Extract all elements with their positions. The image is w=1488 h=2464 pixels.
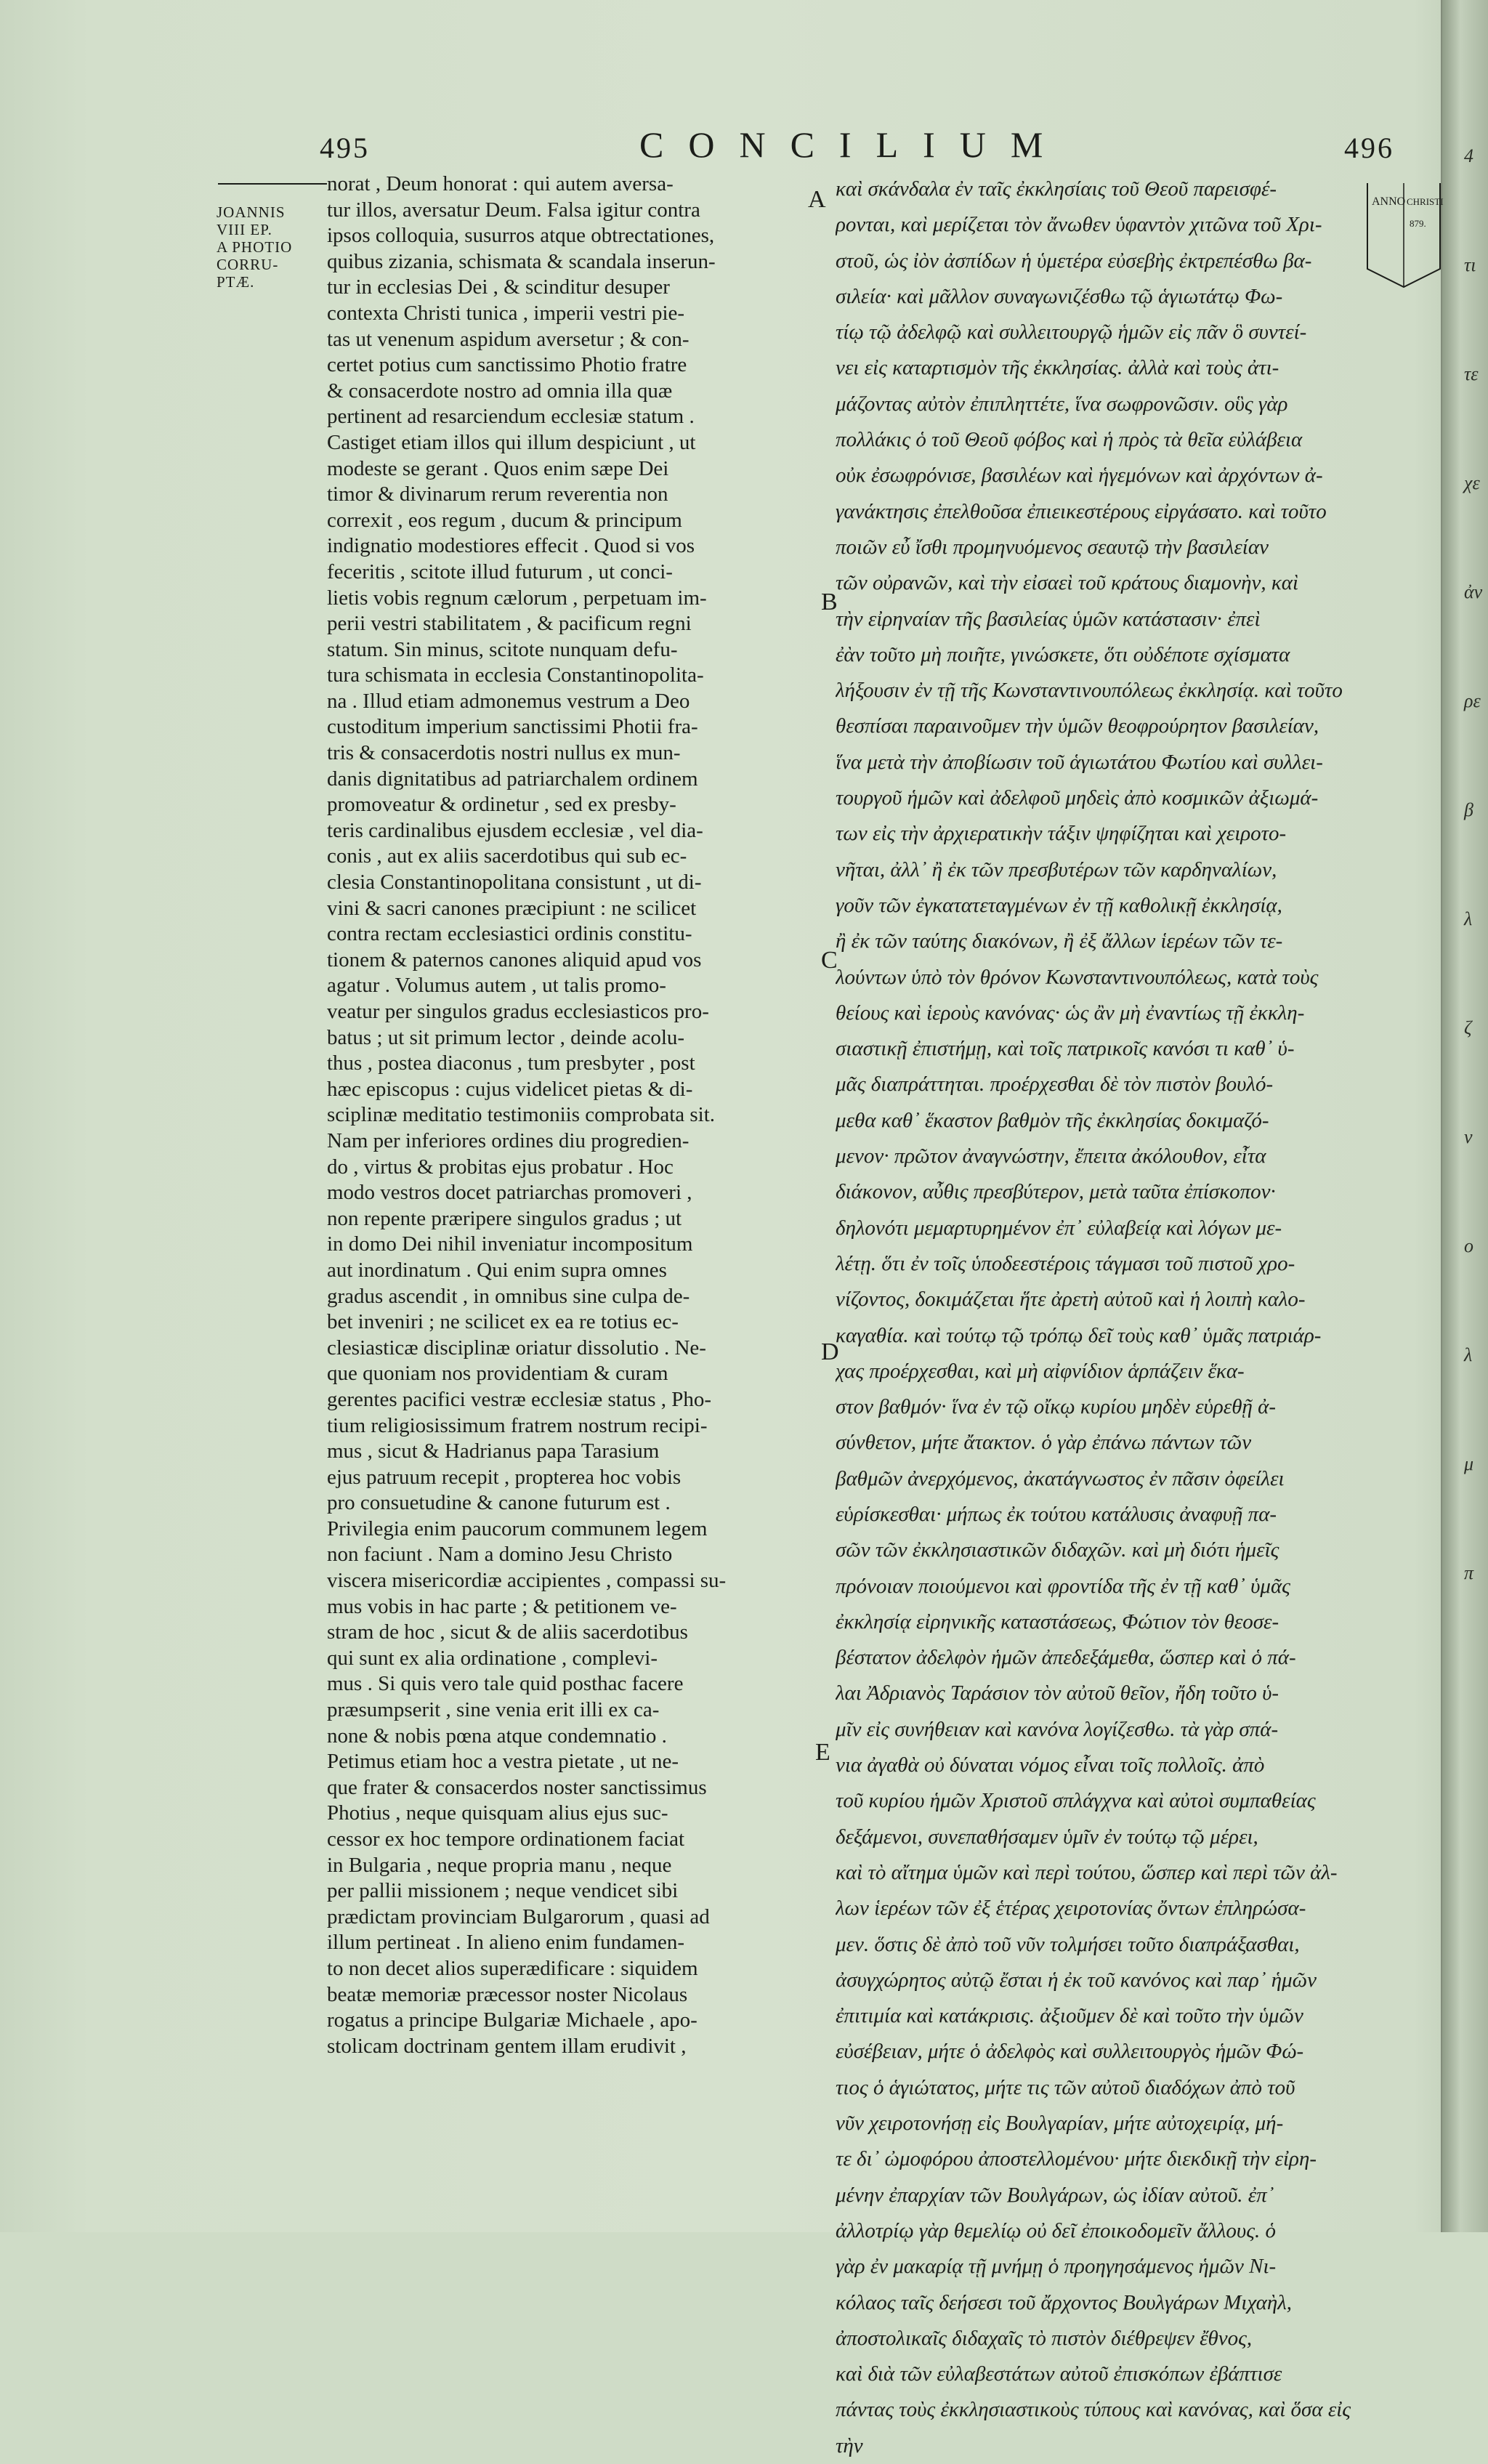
greek-text-line: θεσπίσαι παραινοῦμεν τὴν ὑμῶν θεοφρούρητον βασιλείαν, xyxy=(836,714,1319,738)
edge-fragment: ζ xyxy=(1464,1017,1472,1038)
greek-text-line: εὐσέβειαν, μήτε ὁ ἀδελφὸς καὶ συλλειτουργὸς ἡμῶν Φώ- xyxy=(836,2040,1304,2064)
greek-text-line: λων ἱερέων τῶν ἐξ ἑτέρας χειροτονίας ὄντων ἐπληρώσα- xyxy=(836,1897,1306,1920)
greek-text-line: σύνθετον, μήτε ἄτακτον. ὁ γὰρ ἐπάνω πάντων τῶν xyxy=(836,1431,1252,1455)
greek-text-line: ἢ ἐκ τῶν ταύτης διακόνων, ἢ ἐξ ἄλλων ἱερέων τῶν τε- xyxy=(836,929,1283,953)
greek-text-line: τε δι᾽ ὠμοφόρου ἀποστελλομένου· μήτε διεκδικῇ τὴν εἰρη- xyxy=(836,2147,1317,2171)
latin-text-line: danis dignitatibus ad patriarchalem ordinem xyxy=(327,767,698,791)
latin-text-line: clesiasticæ disciplinæ oriatur dissolutio . Ne- xyxy=(327,1336,706,1360)
latin-text-line: tura schismata in ecclesia Constantinopolita- xyxy=(327,663,704,687)
greek-text-line: μένην ἐπαρχίαν τῶν Βουλγάρων, ὡς ἰδίαν αὐτοῦ. ἐπ᾽ xyxy=(836,2183,1274,2207)
latin-text-line: tris & consacerdotis nostri nullus ex mun- xyxy=(327,741,681,765)
greek-text-line: καὶ διὰ τῶν εὐλαβεστάτων αὐτοῦ ἐπισκόπων ἐβάπτισε xyxy=(836,2362,1282,2386)
latin-text-line: stram de hoc , sicut & de aliis sacerdotibus xyxy=(327,1620,688,1644)
greek-text-line: λήξουσιν ἐν τῇ τῆς Κωνσταντινουπόλεως ἐκκλησίᾳ. καὶ τοῦτο xyxy=(836,679,1343,703)
edge-fragment: ο xyxy=(1464,1235,1473,1256)
latin-text-line: vini & sacri canones præcipiunt : ne scilicet xyxy=(327,896,697,920)
greek-text-line: μάζοντας αὐτὸν ἐπιπληττέτε, ἵνα σωφρονῶσιν. οὓς γὰρ xyxy=(836,392,1288,416)
latin-text-line: certet potius cum sanctissimo Photio fratre xyxy=(327,353,687,377)
section-marker-c: C xyxy=(821,947,838,974)
greek-text-line: ἀποστολικαῖς διδαχαῖς τὸ πιστὸν διέθρεψεν ἔθνος, xyxy=(836,2326,1253,2350)
latin-text-line: in Bulgaria , neque propria manu , neque xyxy=(327,1853,672,1877)
greek-text-line: δεξάμενοι, συνεπαθήσαμεν ὑμῖν ἐν τούτῳ τῷ μέρει, xyxy=(836,1825,1258,1849)
anno-year: 879. xyxy=(1410,218,1426,229)
edge-fragment: λ xyxy=(1464,1344,1473,1365)
greek-text-line: διάκονον, αὖθις πρεσβύτερον, μετὰ ταῦτα ἐπίσκοπον· xyxy=(836,1180,1276,1204)
latin-text-line: ejus patruum recepit , propterea hoc vobis xyxy=(327,1465,682,1489)
greek-text-line: λούντων ὑπὸ τὸν θρόνον Κωνσταντινουπόλεως, κατὰ τοὺς xyxy=(836,965,1319,989)
greek-text-line: τουργοῦ ἡμῶν καὶ ἀδελφοῦ μηδεὶς ἀπὸ κοσμικῶν ἀξιωμά- xyxy=(836,786,1319,810)
greek-text-line: εὑρίσκεσθαι· μήπως ἐκ τούτου κατάλυσις ἀναφυῇ πα- xyxy=(836,1502,1277,1526)
latin-text-line: quibus zizania, schismata & scandala inserun- xyxy=(327,249,716,273)
latin-text-line: contexta Christi tunica , imperii vestri pie- xyxy=(327,301,685,325)
greek-text-line: θείους καὶ ἱεροὺς κανόνας· ὡς ἂν μὴ ἐναντίως τῇ ἐκκλη- xyxy=(836,1001,1305,1025)
edge-fragment: λ xyxy=(1464,908,1473,929)
latin-text-line: stolicam doctrinam gentem illam erudivit , xyxy=(327,2034,687,2058)
greek-text-line: σιαστικῇ ἐπιστήμῃ, καὶ τοῖς πατρικοῖς κανόσι τι καθ᾽ ὑ- xyxy=(836,1037,1295,1061)
latin-text-line: tur in ecclesias Dei , & scinditur desuper xyxy=(327,275,670,299)
latin-text-line: hæc episcopus : cujus videlicet pietas & di- xyxy=(327,1077,693,1101)
greek-text-line: χας προέρχεσθαι, καὶ μὴ αἰφνίδιον ἁρπάζειν ἕκα- xyxy=(836,1359,1245,1383)
latin-text-line: custoditum imperium sanctissimi Photii fra- xyxy=(327,715,698,739)
latin-text-line: gerentes pacifici vestræ ecclesiæ status , Pho- xyxy=(327,1387,712,1411)
greek-text-line: τίῳ τῷ ἀδελφῷ καὶ συλλειτουργῷ ἡμῶν εἰς πᾶν ὃ συντεί- xyxy=(836,320,1307,344)
edge-fragment: τι xyxy=(1464,254,1476,275)
latin-text-line: per pallii missionem ; neque vendicet sibi xyxy=(327,1879,679,1903)
latin-text-line: Privilegia enim paucorum communem legem xyxy=(327,1516,708,1540)
latin-text-line: mus . Si quis vero tale quid posthac facere xyxy=(327,1672,684,1696)
latin-text-line: batus ; ut sit primum lector , deinde acolu- xyxy=(327,1025,685,1049)
latin-text-line: modeste se gerant . Quos enim sæpe Dei xyxy=(327,456,669,480)
latin-text-line: to non decet alios superædificare : siquidem xyxy=(327,1956,698,1980)
latin-text-line: gradus ascendit , in omnibus sine culpa de- xyxy=(327,1284,690,1308)
latin-text-line: in domo Dei nihil inveniatur incompositum xyxy=(327,1232,693,1256)
latin-text-line: perii vestri stabilitatem , & pacificum regni xyxy=(327,612,692,636)
greek-text-line: μεν. ὅστις δὲ ἀπὸ τοῦ νῦν τολμήσει τοῦτο διαπράξασθαι, xyxy=(836,1932,1300,1956)
latin-text-line: indignatio modestiores effecit . Quod si vos xyxy=(327,534,695,558)
section-marker-b: B xyxy=(821,589,838,615)
latin-text-line: & consacerdote nostro ad omnia illa quæ xyxy=(327,379,673,403)
latin-text-line: viscera misericordiæ accipientes , compassi su- xyxy=(327,1569,727,1593)
latin-text-line: non repente præripere singulos gradus ; ut xyxy=(327,1206,682,1230)
folio-left: 495 xyxy=(320,132,370,164)
greek-text-line: λέτῃ. ὅτι ἐν τοῖς ὑποδεεστέροις τάγμασι τοῦ πιστοῦ χρο- xyxy=(836,1251,1295,1275)
latin-text-line: aut inordinatum . Qui enim supra omnes xyxy=(327,1258,667,1282)
greek-text-line: τὴν xyxy=(836,2433,863,2457)
latin-text-line: statum. Sin minus, scitote nunquam defu- xyxy=(327,637,678,661)
greek-text-line: βαθμῶν ἀνερχόμενος, ἀκατάγνωστος ἐν πᾶσιν ὀφείλει xyxy=(836,1466,1285,1490)
greek-text-line: γοῦν τῶν ἐγκατατεταγμένων ἐν τῇ καθολικῇ ἐκκλησίᾳ, xyxy=(836,893,1282,917)
latin-text-line: promoveatur & ordinetur , sed ex presby- xyxy=(327,793,676,817)
latin-text-line: præsumpserit , sine venia erit illi ex ca- xyxy=(327,1698,660,1722)
greek-text-line: σιλεία· καὶ μᾶλλον συναγωνιζέσθω τῷ ἁγιωτάτῳ Φω- xyxy=(836,284,1283,308)
greek-text-line: οὐκ ἐσωφρόνισε, βασιλέων καὶ ἡγεμόνων καὶ ἀρχόντων ἀ- xyxy=(836,464,1323,488)
edge-fragment: ν xyxy=(1464,1126,1473,1147)
latin-text-line: Petimus etiam hoc a vestra pietate , ut ne- xyxy=(327,1750,679,1774)
latin-text-line: ipsos colloquia, susurros atque obtrectationes, xyxy=(327,224,715,248)
greek-text-line: ἐὰν τοῦτο μὴ ποιῆτε, γινώσκετε, ὅτι οὐδέποτε σχίσματα xyxy=(836,642,1290,666)
latin-text-line: feceritis , scitote illud futurum , ut conci- xyxy=(327,560,673,583)
sidenote-line: A PHOTIO xyxy=(217,238,293,256)
running-header-title: CONCILIUM xyxy=(639,124,1068,165)
greek-text-line: νῆται, ἀλλ᾽ ἢ ἐκ τῶν πρεσβυτέρων τῶν καρδηναλίων, xyxy=(836,857,1277,881)
greek-column xyxy=(836,171,1410,2464)
latin-text-line: contra rectam ecclesiastici ordinis constitu- xyxy=(327,922,692,946)
folio-right: 496 xyxy=(1344,132,1394,164)
greek-text-line: καὶ σκάνδαλα ἐν ταῖς ἐκκλησίαις τοῦ Θεοῦ παρεισφέ- xyxy=(836,177,1277,201)
sidenote-line: CORRU- xyxy=(217,256,279,273)
latin-text-line: cessor ex hoc tempore ordinationem faciat xyxy=(327,1827,684,1851)
greek-text-line: στοῦ, ὡς ἰὸν ἀσπίδων ἡ ὑμετέρα εὐσεβὴς ἐκτρεπέσθω βα- xyxy=(836,249,1312,272)
latin-text-line: Castiget etiam illos qui illum despiciunt , ut xyxy=(327,430,696,454)
greek-text-line: τῶν οὐρανῶν, καὶ τὴν εἰσαεὶ τοῦ κράτους διαμονὴν, καὶ xyxy=(836,571,1299,595)
edge-fragment: χε xyxy=(1464,472,1480,493)
greek-text-line: νια ἀγαθὰ οὐ δύναται νόμος εἶναι τοῖς πολλοῖς. ἀπὸ xyxy=(836,1753,1265,1777)
edge-fragment: β xyxy=(1464,799,1473,820)
sidenote-line: VIII EP. xyxy=(217,221,272,238)
latin-text-line: Photius , neque quisquam alius ejus suc- xyxy=(327,1801,668,1825)
latin-text-line: non faciunt . Nam a domino Jesu Christo xyxy=(327,1543,673,1567)
edge-fragment: π xyxy=(1464,1562,1474,1583)
greek-text-line: δηλονότι μεμαρτυρημένον ἐπ᾽ εὐλαβείᾳ καὶ λόγων με- xyxy=(836,1216,1282,1240)
greek-text-line: ρονται, καὶ μερίζεται τὸν ἄνωθεν ὑφαντὸν χιτῶνα τοῦ Χρι- xyxy=(836,213,1322,237)
greek-text-line: μενον· πρῶτον ἀναγνώστην, ἔπειτα ἀκόλουθον, εἶτα xyxy=(836,1144,1266,1168)
edge-fragment: τε xyxy=(1464,363,1479,384)
latin-text-line: que frater & consacerdos noster sanctissimus xyxy=(327,1775,707,1799)
greek-text-line: τιος ὁ ἁγιώτατος, μήτε τις τῶν αὐτοῦ διαδόχων ἀπὸ τοῦ xyxy=(836,2075,1295,2099)
greek-text-line: στον βαθμόν· ἵνα ἐν τῷ οἴκῳ κυρίου μηδὲν εὑρεθῇ ἀ- xyxy=(836,1395,1276,1419)
greek-text-line: μεθα καθ᾽ ἕκαστον βαθμὸν τῆς ἐκκλησίας δοκιμαζό- xyxy=(836,1108,1269,1132)
section-marker-d: D xyxy=(821,1338,839,1365)
latin-text-line: clesia Constantinopolitana consistunt , ut di- xyxy=(327,871,702,894)
latin-text-line: beatæ memoriæ præcessor noster Nicolaus xyxy=(327,1982,688,2006)
latin-text-line: illum pertineat . In alieno enim fundamen- xyxy=(327,1931,685,1955)
latin-column xyxy=(327,171,821,2059)
sidenote-line: PTÆ. xyxy=(217,273,255,291)
section-marker-a: A xyxy=(808,186,826,213)
latin-text-line: mus , sicut & Hadrianus papa Tarasium xyxy=(327,1439,660,1463)
latin-text-line: tas ut venenum aspidum aversetur ; & con- xyxy=(327,327,690,351)
adjacent-page-edge xyxy=(1442,0,1488,2232)
anno-label: ANNO xyxy=(1372,195,1406,208)
greek-text-line: ἐπιτιμία καὶ κατάκρισις. ἀξιοῦμεν δὲ καὶ τοῦτο τὴν ὑμῶν xyxy=(836,2004,1303,2028)
edge-fragment: ἀν xyxy=(1464,581,1483,602)
latin-text-line: rogatus a principe Bulgariæ Michaele , apo- xyxy=(327,2008,698,2032)
christi-label: CHRISTI xyxy=(1407,196,1444,207)
greek-text-line: τοῦ κυρίου ἡμῶν Χριστοῦ σπλάγχνα καὶ αὐτοὶ συμπαθείας xyxy=(836,1789,1316,1813)
greek-text-line: ἀσυγχώρητος αὐτῷ ἔσται ἡ ἐκ τοῦ κανόνος καὶ παρ᾽ ἡμῶν xyxy=(836,1968,1317,1992)
greek-text-line: ἐκκλησίᾳ εἰρηνικῆς καταστάσεως, Φώτιον τὸν θεοσε- xyxy=(836,1609,1279,1633)
edge-fragment: 4 xyxy=(1464,145,1473,166)
greek-text-line: σῶν τῶν ἐκκλησιαστικῶν διδαχῶν. καὶ μὴ διότι ἡμεῖς xyxy=(836,1538,1279,1562)
edge-fragment: μ xyxy=(1464,1453,1474,1474)
greek-text-line: κόλαος ταῖς δεήσεσι τοῦ ἄρχοντος Βουλγάρων Μιχαὴλ, xyxy=(836,2290,1293,2314)
latin-text-line: sciplinæ meditatio testimoniis comprobata sit. xyxy=(327,1103,716,1127)
greek-text-line: γὰρ ἐν μακαρίᾳ τῇ μνήμῃ ὁ προηγησάμενος ἡμῶν Νι- xyxy=(836,2255,1277,2279)
latin-text-line: modo vestros docet patriarchas promoveri , xyxy=(327,1181,692,1205)
latin-text-line: timor & divinarum rerum reverentia non xyxy=(327,482,668,506)
latin-text-line: teris cardinalibus ejusdem ecclesiæ , vel dia- xyxy=(327,818,703,842)
latin-text-line: bet inveniri ; ne scilicet ex ea re totius ec- xyxy=(327,1310,679,1334)
greek-text-line: τὴν εἰρηναίαν τῆς βασιλείας ὑμῶν κατάστασιν· ἐπεὶ xyxy=(836,607,1261,631)
latin-text-line: tur illos, aversatur Deum. Falsa igitur contra xyxy=(327,198,700,222)
latin-text-line: do , virtus & probitas ejus probatur . Hoc xyxy=(327,1155,674,1179)
latin-text-line: que quoniam nos providentiam & curam xyxy=(327,1362,668,1386)
latin-text-line: mus vobis in hac parte ; & petitionem ve- xyxy=(327,1594,677,1618)
greek-text-line: νει εἰς καταρτισμὸν τῆς ἐκκλησίας. ἀλλὰ καὶ τοὺς ἀτι- xyxy=(836,356,1279,380)
greek-text-line: βέστατον ἀδελφὸν ἡμῶν ἀπεδεξάμεθα, ὥσπερ καὶ ὁ πά- xyxy=(836,1646,1296,1670)
edge-fragment: ρε xyxy=(1464,690,1481,711)
greek-text-line: νῦν χειροτονήσῃ εἰς Βουλγαρίαν, μήτε αὐτοχειρίᾳ, μή- xyxy=(836,2112,1284,2136)
latin-text-line: thus , postea diaconus , tum presbyter , post xyxy=(327,1051,695,1075)
latin-text-line: tium religiosissimum fratrem nostrum recipi- xyxy=(327,1413,708,1437)
greek-text-line: πρόνοιαν ποιούμενοι καὶ φροντίδα τῆς ἐν τῇ καθ᾽ ὑμᾶς xyxy=(836,1574,1290,1598)
greek-text-line: ποιῶν εὖ ἴσθι προμηνυόμενος σεαυτῷ τὴν βασιλείαν xyxy=(836,535,1269,559)
latin-text-line: none & nobis pœna atque condemnatio . xyxy=(327,1724,667,1748)
page-gutter-line xyxy=(1441,0,1442,2232)
greek-text-line: πάντας τοὺς ἐκκλησιαστικοὺς τύπους καὶ κανόνας, καὶ ὅσα εἰς xyxy=(836,2398,1351,2422)
latin-text-line: tionem & paternos canones aliquid apud vos xyxy=(327,948,702,972)
greek-text-line: των εἰς τὴν ἀρχιερατικὴν τάξιν ψηφίζηται καὶ χειροτο- xyxy=(836,822,1287,846)
margin-sidenote xyxy=(217,203,311,291)
latin-text-line: prædictam provinciam Bulgarorum , quasi ad xyxy=(327,1904,710,1928)
latin-text-line: correxit , eos regum , ducum & principum xyxy=(327,508,682,532)
sidenote-rule xyxy=(218,183,327,185)
latin-text-line: pro consuetudine & canone futurum est . xyxy=(327,1491,671,1515)
greek-text-line: ἀλλοτρίῳ γὰρ θεμελίῳ οὐ δεῖ ἐποικοδομεῖν ἄλλους. ὁ xyxy=(836,2218,1277,2242)
greek-text-line: καγαθία. καὶ τούτῳ τῷ τρόπῳ δεῖ τοὺς καθ᾽ ὑμᾶς πατριάρ- xyxy=(836,1323,1322,1347)
latin-text-line: Nam per inferiores ordines diu progredien- xyxy=(327,1128,690,1152)
latin-text-line: qui sunt ex alia ordinatione , complevi- xyxy=(327,1646,658,1670)
latin-text-line: pertinent ad resarciendum ecclesiæ statum . xyxy=(327,405,695,429)
greek-text-line: μῖν εἰς συνήθειαν καὶ κανόνα λογίζεσθω. τὰ γὰρ σπά- xyxy=(836,1717,1279,1741)
greek-text-line: νίζοντος, δοκιμάζεται ἥτε ἀρετὴ αὐτοῦ καὶ ἡ λοιπὴ καλο- xyxy=(836,1288,1306,1312)
latin-text-line: lietis vobis regnum cælorum , perpetuam im- xyxy=(327,586,707,610)
latin-text-line: norat , Deum honorat : qui autem aversa- xyxy=(327,172,674,195)
section-marker-e: E xyxy=(815,1739,830,1766)
sidenote-line: JOANNIS xyxy=(217,203,286,221)
latin-text-line: agatur . Volumus autem , ut talis promo- xyxy=(327,974,666,998)
greek-text-line: καὶ τὸ αἴτημα ὑμῶν καὶ περὶ τούτου, ὥσπερ καὶ περὶ τῶν ἀλ- xyxy=(836,1860,1338,1884)
greek-text-line: λαι Ἀδριανὸς Ταράσιον τὸν αὐτοῦ θεῖον, ἤδη τοῦτο ὑ- xyxy=(836,1681,1279,1705)
greek-text-line: γανάκτησις ἐπελθοῦσα ἐπιεικεστέρους εἰργάσατο. καὶ τοῦτο xyxy=(836,499,1327,523)
latin-text-line: na . Illud etiam admonemus vestrum a Deo xyxy=(327,689,690,713)
greek-text-line: πολλάκις ὁ τοῦ Θεοῦ φόβος καὶ ἡ πρὸς τὰ θεῖα εὐλάβεια xyxy=(836,428,1303,452)
latin-text-line: veatur per singulos gradus ecclesiasticos pro- xyxy=(327,1000,709,1023)
latin-text-line: conis , aut ex aliis sacerdotibus qui sub ec- xyxy=(327,844,687,868)
greek-text-line: ἵνα μετὰ τὴν ἀποβίωσιν τοῦ ἁγιωτάτου Φωτίου καὶ συλλει- xyxy=(836,750,1323,774)
greek-text-line: μᾶς διαπράττηται. προέρχεσθαι δὲ τὸν πιστὸν βουλό- xyxy=(836,1073,1274,1096)
